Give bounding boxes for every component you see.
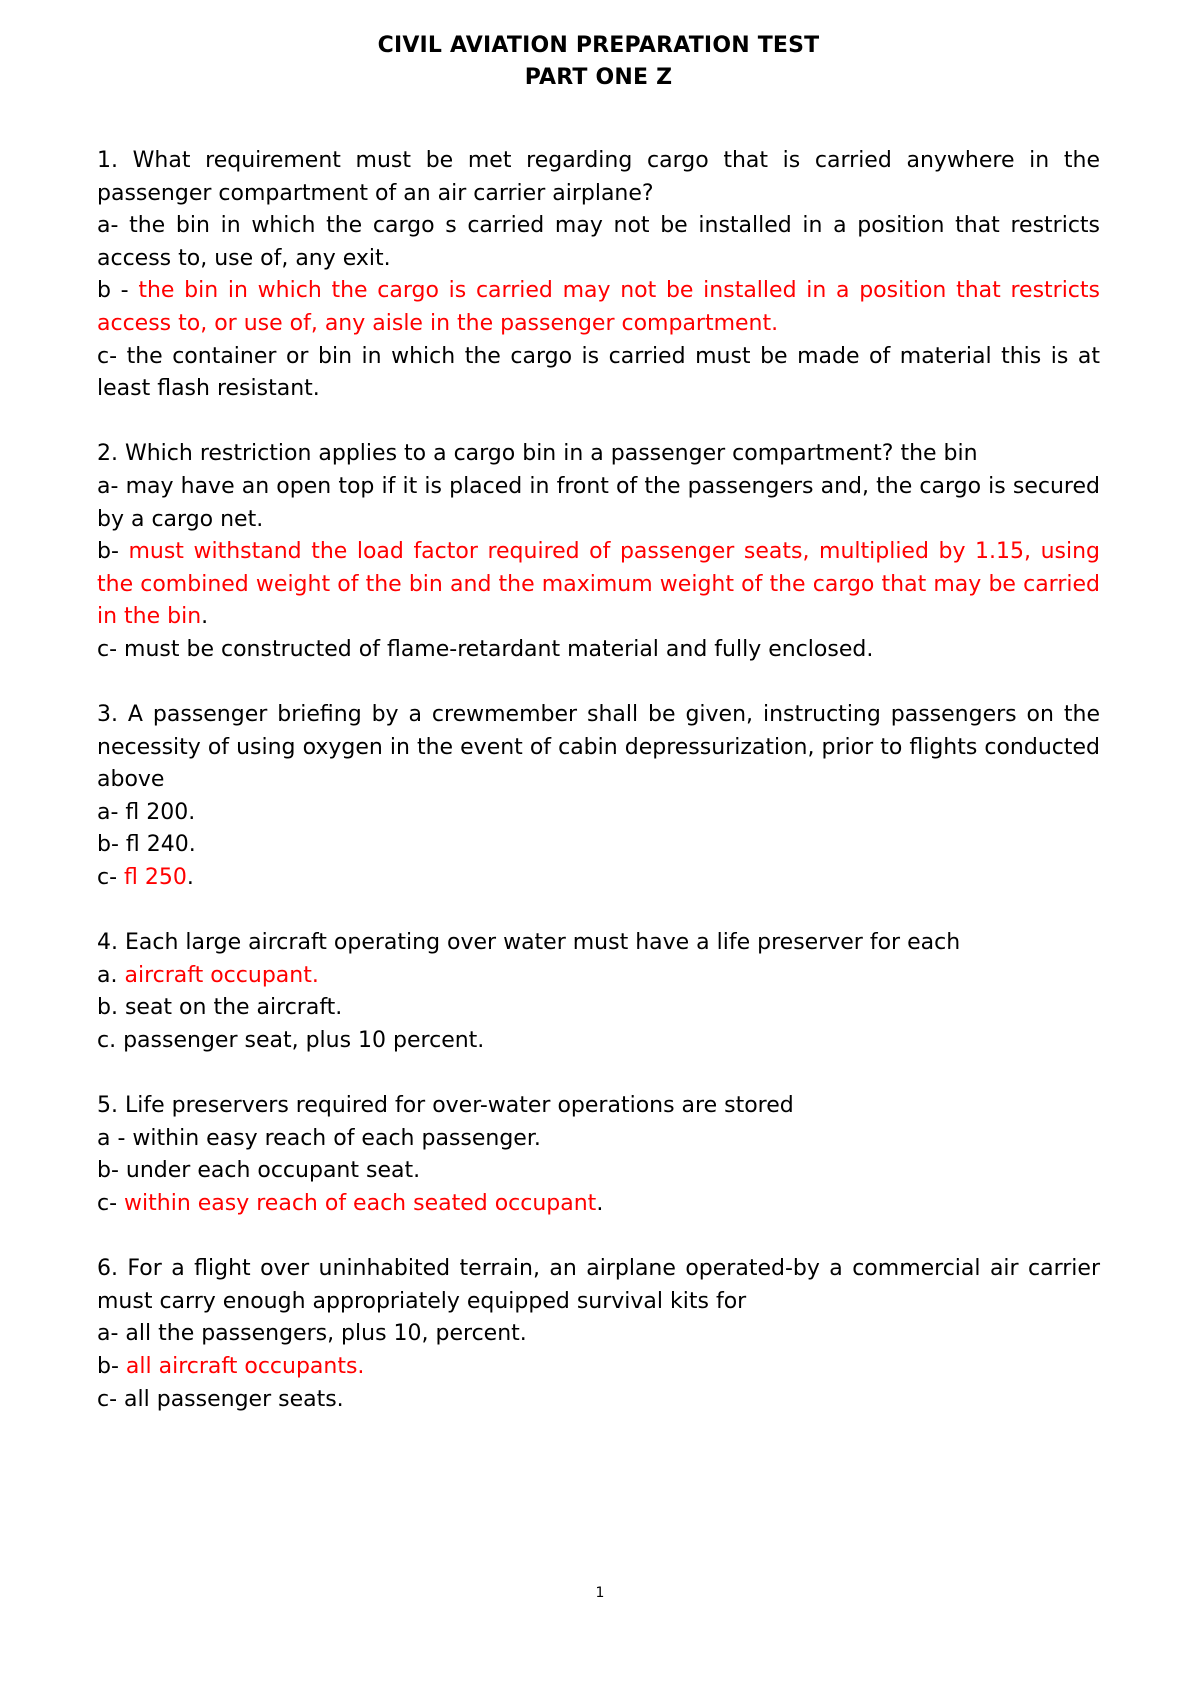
option-c: [97, 1384, 1100, 1417]
correct-answer-text: all aircraft occupants.: [125, 1353, 365, 1379]
question-6: [97, 1253, 1100, 1416]
option-prefix: c-: [97, 1191, 125, 1216]
option-prefix: a -: [97, 1125, 133, 1151]
option-text: the container or bin in which the cargo is carried must be made of material this is at least flash resistant.: [97, 343, 1100, 402]
option-c: [97, 341, 1100, 406]
correct-answer-text: the bin in which the cargo is carried may not be installed in a position that restricts access to, or use of, any aisle in the passenger compartment.: [97, 278, 1100, 336]
option-prefix: c-: [97, 343, 127, 369]
option-prefix: b -: [97, 278, 139, 304]
option-prefix: b-: [97, 539, 129, 565]
question-stem: 2. Which restriction applies to a cargo bin in a passenger compartment? the bin: [97, 441, 978, 467]
question-stem: 4. Each large aircraft operating over water must have a life preserver for each: [97, 930, 961, 956]
option-a: [97, 1318, 1100, 1351]
document-page: [97, 30, 1100, 1449]
option-prefix: a-: [97, 473, 126, 499]
option-prefix: c-: [97, 636, 125, 662]
option-b: [97, 275, 1100, 340]
option-prefix: c.: [97, 1028, 124, 1054]
option-b: [97, 1351, 1100, 1384]
question-4: [97, 927, 1100, 1057]
option-suffix: .: [186, 865, 194, 891]
option-a: [97, 797, 1100, 830]
option-prefix: a-: [97, 799, 126, 825]
option-prefix: b-: [97, 832, 126, 858]
question-5: [97, 1090, 1100, 1220]
title-block: [97, 30, 1100, 94]
option-text: passenger seat, plus 10 percent.: [123, 1028, 485, 1054]
question-stem: 3. A passenger briefing by a crewmember shall be given, instructing passengers on the necessity of using oxygen in the event of cabin depressurization, prior to flights conducted above: [97, 702, 1100, 793]
correct-answer-text: within easy reach of each seated occupant: [124, 1191, 597, 1216]
option-a: [97, 210, 1100, 275]
option-text: the bin in which the cargo s carried may not be installed in a position that restricts access to, use of, any exit.: [97, 213, 1101, 271]
option-prefix: c-: [97, 1386, 125, 1412]
option-prefix: a.: [97, 962, 125, 988]
option-b: [97, 829, 1100, 862]
option-text: fl 240.: [125, 832, 196, 858]
option-a: [97, 1123, 1100, 1156]
option-prefix: b-: [97, 1353, 126, 1379]
option-c: [97, 1025, 1100, 1058]
option-prefix: c-: [97, 865, 125, 891]
option-text: all passenger seats.: [124, 1386, 344, 1412]
option-prefix: b.: [97, 995, 125, 1021]
option-b: [97, 1155, 1100, 1188]
option-suffix: .: [201, 604, 209, 630]
option-prefix: b-: [97, 1158, 126, 1184]
question-3: [97, 699, 1100, 895]
option-c: [97, 634, 1100, 667]
option-c: [97, 1188, 1100, 1221]
question-2: [97, 438, 1100, 666]
option-prefix: a-: [97, 213, 130, 239]
option-a: [97, 960, 1100, 993]
document-title: CIVIL AVIATION PREPARATION TEST: [377, 33, 820, 58]
option-text: fl 200.: [125, 799, 196, 825]
page-number: 1: [595, 1585, 605, 1601]
option-text: must be constructed of flame-retardant material and fully enclosed.: [124, 636, 874, 662]
option-text: all the passengers, plus 10, percent.: [125, 1321, 527, 1347]
option-b: [97, 992, 1100, 1025]
option-suffix: .: [596, 1191, 604, 1216]
document-subtitle: PART ONE Z: [524, 65, 673, 90]
correct-answer-text: must withstand the load factor required of passenger seats, multiplied by 1.15, using the combined weight of the bin and the maximum weight of the cargo that may be carried in the bin: [97, 539, 1100, 630]
question-stem: 5. Life preservers required for over-water operations are stored: [97, 1093, 794, 1119]
option-text: may have an open top if it is placed in front of the passengers and, the cargo is secured by a cargo net.: [97, 473, 1100, 532]
option-a: [97, 471, 1100, 536]
option-text: within easy reach of each passenger.: [132, 1125, 541, 1151]
correct-answer-text: fl 250: [124, 865, 187, 891]
option-b: [97, 536, 1100, 634]
option-prefix: a-: [97, 1321, 126, 1347]
option-text: under each occupant seat.: [125, 1158, 421, 1184]
option-c: [97, 862, 1100, 895]
question-stem: 6. For a flight over uninhabited terrain, an airplane operated-by a commercial air carrier must carry enough appropriately equipped survival kits for: [97, 1256, 1100, 1314]
question-stem: 1. What requirement must be met regarding cargo that is carried anywhere in the passenger compartment of an air carrier airplane?: [97, 148, 1100, 206]
question-1: [97, 145, 1100, 406]
option-text: seat on the aircraft.: [124, 995, 343, 1021]
correct-answer-text: aircraft occupant.: [124, 962, 319, 988]
